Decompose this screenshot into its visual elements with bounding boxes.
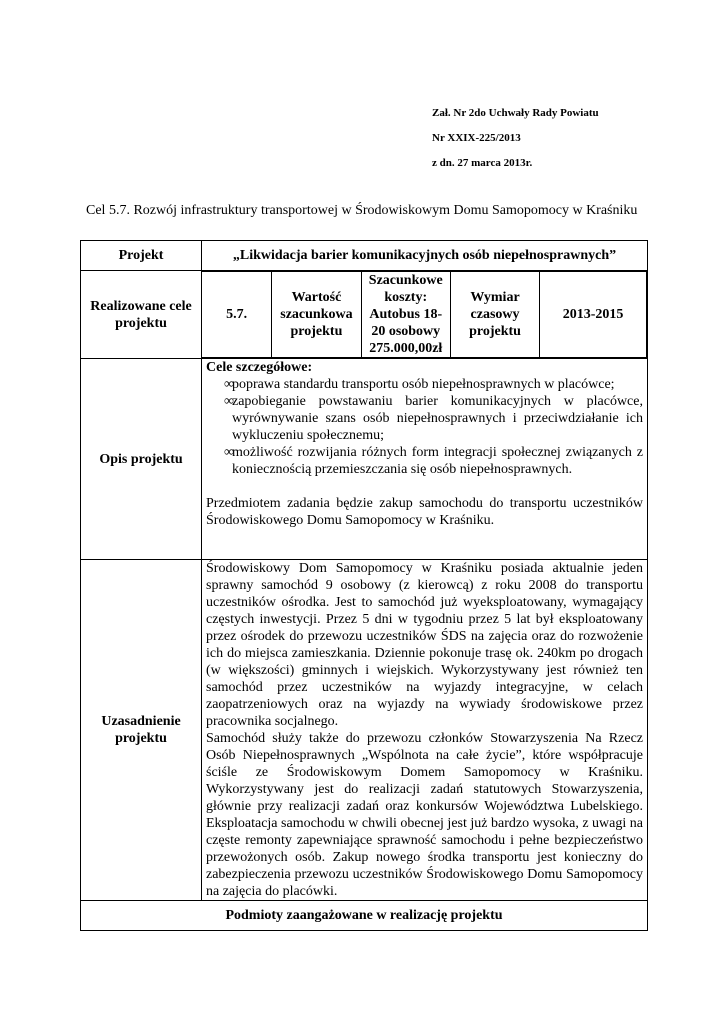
goals-details-cell (202, 271, 648, 359)
project-name: „Likwidacja barier komunikacyjnych osób niepełnosprawnych” (202, 241, 648, 271)
row-justification (81, 560, 648, 901)
task-subject: Przedmiotem zadania będzie zakup samochodu do transportu uczestników Środowiskowego Domu Samopomocy w Kraśniku. (206, 496, 643, 528)
header-line-date: z dn. 27 marca 2013r. (432, 157, 533, 169)
project-years: 2013-2015 (540, 272, 647, 358)
list-item: ∞ zapobieganie powstawaniu barier komunikacyjnych w placówce, wyrównywanie szans osób niepełnosprawnych i przeciwdziałanie ich wykluczeniu społecznemu; (224, 394, 643, 443)
specific-goals-title: Cele szczegółowe: (206, 360, 313, 375)
row-goals (81, 271, 648, 359)
project-label: Projekt (81, 241, 202, 271)
row-project (81, 241, 648, 271)
goal-title: Cel 5.7. Rozwój infrastruktury transportowej w Środowiskowym Domu Samopomocy w Kraśniku (86, 203, 638, 218)
description-label: Opis projektu (81, 359, 202, 560)
justification-paragraph-2: Samochód służy także do przewozu członków Stowarzyszenia Na Rzecz Osób Niepełnosprawnych „Wspólnota na całe życie”, które współpracuje ściśle ze Środowiskowym Domem Samopomocy w Kraśniku. Wykorzystywany jest do realizacji zadań statutowych Stowarzyszenia, głównie przy realizacji zadań oraz konkursów Województwa Lubelskiego. Eksploatacja samochodu w chwili obecnej jest już bardzo wysoka, z uwagi na częste remonty zapewniające sprawność samochodu i pełne bezpieczeństwo przewożonych osób. Zakup nowego środka transportu jest konieczny do zabezpieczenia przewozu uczestników Środowiskowego Domu Samopomocy na zajęcia do placówki. (206, 731, 643, 899)
project-table (80, 240, 648, 931)
estimated-costs: Szacunkowe koszty: Autobus 18-20 osobowy 275.000,00zł (361, 272, 450, 358)
description-cell (202, 359, 648, 560)
infinity-bullet-icon: ∞ (224, 394, 234, 409)
document-header (432, 106, 702, 181)
estimated-value-label: Wartość szacunkowa projektu (272, 272, 361, 358)
stakeholders-heading: Podmioty zaangażowane w realizację projektu (81, 901, 648, 931)
header-line-resolution-number: Nr XXIX-225/2013 (432, 132, 521, 144)
justification-label: Uzasadnienie projektu (81, 560, 202, 901)
infinity-bullet-icon: ∞ (224, 377, 234, 392)
row-stakeholders (81, 901, 648, 931)
goals-details (202, 271, 647, 358)
realized-goals-label: Realizowane cele projektu (81, 271, 202, 359)
justification-cell (202, 560, 648, 901)
justification-paragraph-1: Środowiskowy Dom Samopomocy w Kraśniku posiada aktualnie jeden sprawny samochód 9 osobowy (z kierowcą) z roku 2008 do transportu uczestników ośrodka. Jest to samochód już wyeksploatowany, wymagający częstych inwestycji. Przez 5 dni w tygodniu przez 5 lat był eksploatowany przez ośrodek do przewozu uczestników ŚDS na zajęcia oraz do rozwożenie ich do miejsca zamieszkania. Dziennie pokonuje trasę ok. 240km po drogach (w większości) gminnych i wiejskich. Wykorzystywany jest również ten samochód przez uczestników na wyjazdy integracyjne, w celach zaopatrzeniowych oraz na wyjazdy na wywiady środowiskowe przez pracownika socjalnego. (206, 561, 643, 729)
infinity-bullet-icon: ∞ (224, 445, 234, 460)
list-item: ∞ poprawa standardu transportu osób niepełnosprawnych w placówce; (224, 377, 615, 392)
goal-number: 5.7. (202, 272, 272, 358)
header-line-attachment: Zał. Nr 2do Uchwały Rady Powiatu (432, 107, 599, 119)
time-frame-label: Wymiar czasowy projektu (450, 272, 539, 358)
specific-goals-list (206, 376, 643, 478)
row-description (81, 359, 648, 560)
list-item: ∞ możliwość rozwijania różnych form integracji społecznej związanych z koniecznością przemieszczania się osób niepełnosprawnych. (224, 445, 643, 477)
